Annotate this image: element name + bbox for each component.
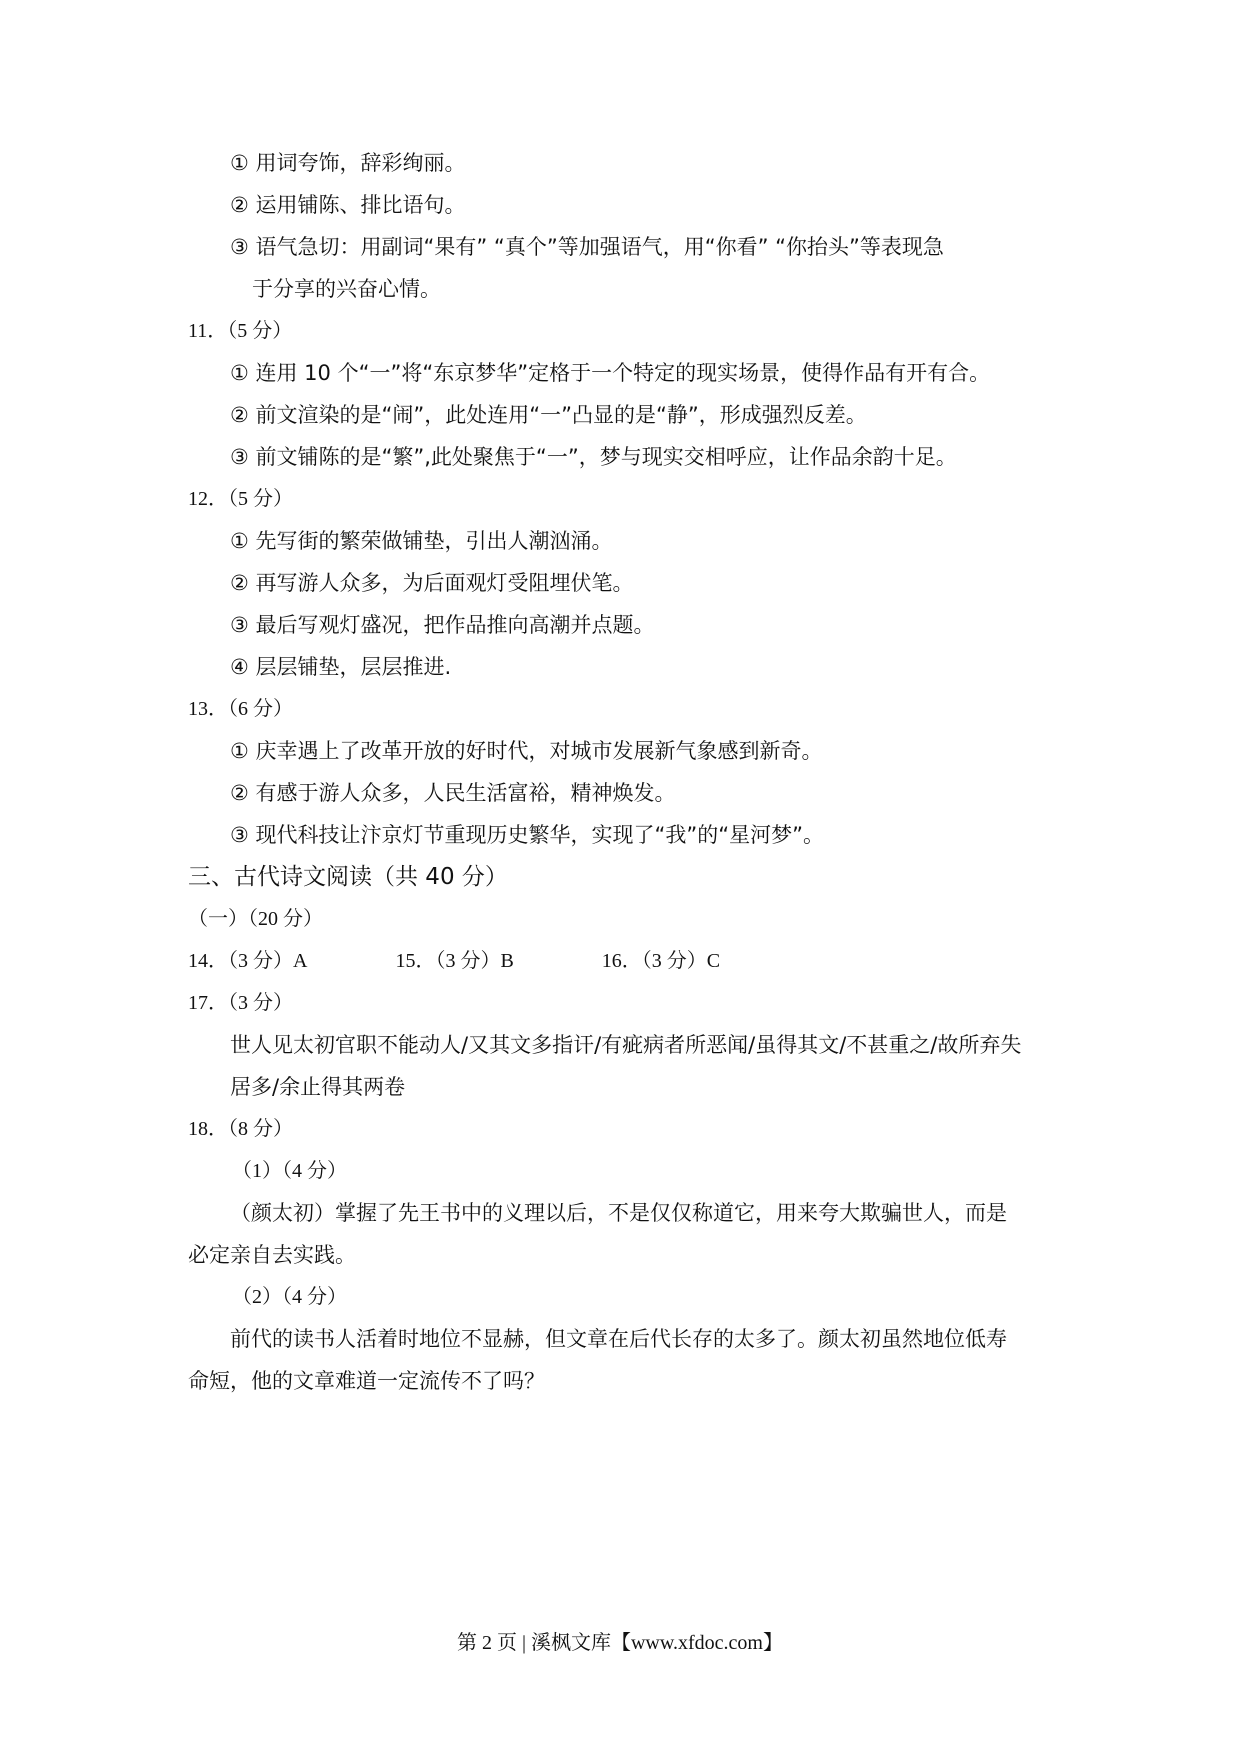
question-12-label: 12．（5 分） bbox=[188, 488, 293, 510]
answer-18-part-1-line-2: 必定亲自去实践。 bbox=[188, 1243, 356, 1267]
question-17-label: 17．（3 分） bbox=[188, 992, 293, 1014]
answer-11-point-1: ① 连用 10 个“一”将“东京梦华”定格于一个特定的现实场景，使得作品有开有合。 bbox=[230, 361, 991, 385]
answer-10-point-3-line-2: 于分享的兴奋心情。 bbox=[252, 277, 441, 301]
answer-18-part-1-line-1: （颜太初）掌握了先王书中的义理以后，不是仅仅称道它，用来夸大欺骗世人，而是 bbox=[230, 1201, 1007, 1225]
answer-17-line-2: 居多/余止得其两卷 bbox=[230, 1075, 406, 1099]
answer-10-point-1: ① 用词夸饰，辞彩绚丽。 bbox=[230, 151, 466, 175]
answer-17-line-1: 世人见太初官职不能动人/又其文多指讦/有疵病者所恶闻/虽得其文/不甚重之/故所弃失 bbox=[230, 1033, 1022, 1057]
answer-10-point-2: ② 运用铺陈、排比语句。 bbox=[230, 193, 466, 217]
answer-12-point-3: ③ 最后写观灯盛况，把作品推向高潮并点题。 bbox=[230, 613, 655, 637]
answer-13-point-1: ① 庆幸遇上了改革开放的好时代，对城市发展新气象感到新奇。 bbox=[230, 739, 823, 763]
answer-16: 16．（3 分）C bbox=[601, 950, 721, 972]
answer-12-point-4: ④ 层层铺垫，层层推进. bbox=[230, 655, 452, 679]
answer-11-point-3: ③ 前文铺陈的是“繁”,此处聚焦于“一”，梦与现实交相呼应，让作品余韵十足。 bbox=[230, 445, 957, 469]
section-3-heading: 三、古代诗文阅读（共 40 分） bbox=[188, 864, 508, 890]
answer-13-point-2: ② 有感于游人众多，人民生活富裕，精神焕发。 bbox=[230, 781, 676, 805]
question-18-part-1-label: （1）（4 分） bbox=[232, 1160, 347, 1182]
question-13-label: 13．（6 分） bbox=[188, 698, 293, 720]
subsection-1-label: （一）（20 分） bbox=[188, 908, 323, 930]
answer-12-point-1: ① 先写街的繁荣做铺垫，引出人潮汹涌。 bbox=[230, 529, 613, 553]
question-18-part-2-label: （2）（4 分） bbox=[232, 1286, 347, 1308]
answer-18-part-2-line-2: 命短，他的文章难道一定流传不了吗？ bbox=[188, 1369, 545, 1393]
answer-10-point-3-line-1: ③ 语气急切：用副词“果有” “真个”等加强语气，用“你看” “你抬头”等表现急 bbox=[230, 235, 944, 259]
question-18-label: 18．（8 分） bbox=[188, 1118, 293, 1140]
page-footer: 第 2 页 | 溪枫文库【www.xfdoc.com】 bbox=[456, 1632, 783, 1654]
question-11-label: 11．（5 分） bbox=[188, 320, 293, 342]
answer-13-point-3: ③ 现代科技让汴京灯节重现历史繁华，实现了“我”的“星河梦”。 bbox=[230, 823, 825, 847]
answer-18-part-2-line-1: 前代的读书人活着时地位不显赫，但文章在后代长存的太多了。颜太初虽然地位低寿 bbox=[230, 1327, 1007, 1351]
mc-answers-row bbox=[188, 946, 720, 976]
answer-12-point-2: ② 再写游人众多，为后面观灯受阻埋伏笔。 bbox=[230, 571, 634, 595]
answer-15: 15．（3 分）B bbox=[395, 950, 514, 972]
answer-11-point-2: ② 前文渲染的是“闹”，此处连用“一”凸显的是“静”，形成强烈反差。 bbox=[230, 403, 867, 427]
answer-14: 14．（3 分）A bbox=[188, 950, 308, 972]
